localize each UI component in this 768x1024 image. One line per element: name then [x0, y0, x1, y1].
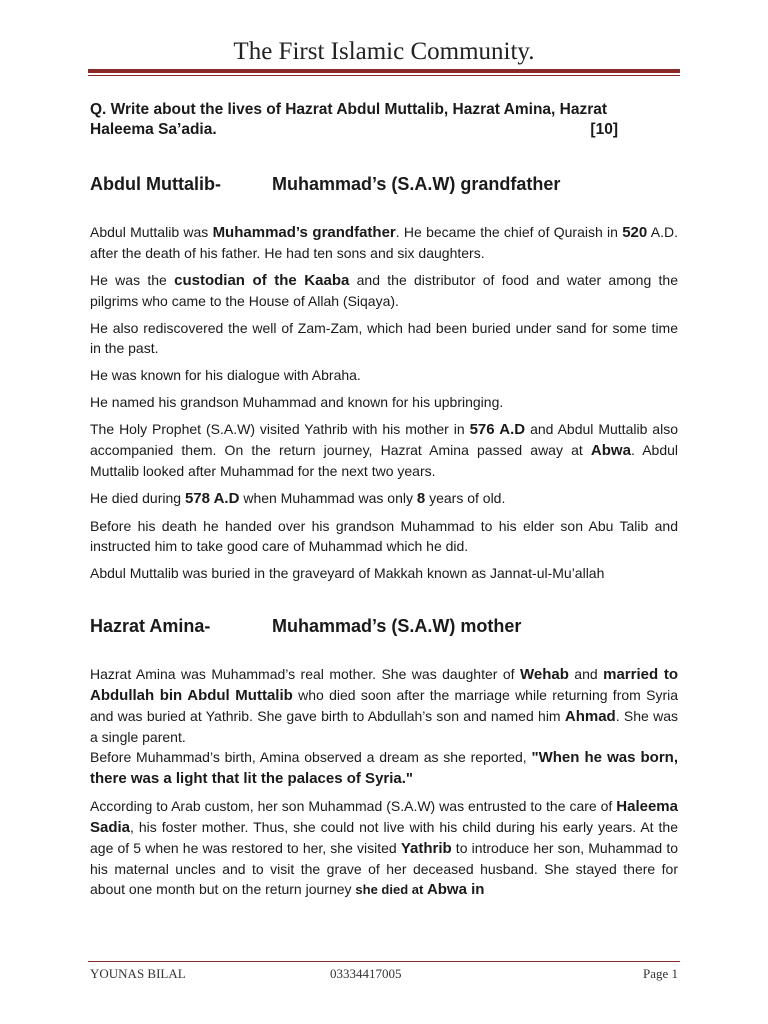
- section-name: Hazrat Amina-: [90, 616, 211, 636]
- section-heading-hazrat-amina: [90, 616, 678, 637]
- paragraph: Hazrat Amina was Muhammad’s real mother. She was daughter of Wehab and married to Abdullah bin Abdul Muttalib who died soon after the marriage while returning from Syria and was buried at Yathrib. She gave birth to Abdullah’s son and named him Ahmad. She was a single parent.: [90, 666, 679, 745]
- paragraph: Abdul Muttalib was buried in the graveyard of Makkah known as Jannat-ul-Mu’allah: [90, 565, 605, 581]
- page-title: The First Islamic Community.: [233, 38, 535, 65]
- document-body: [90, 100, 678, 907]
- section-heading-abdul-muttalib: [90, 174, 678, 195]
- paragraph: Before Muhammad’s birth, Amina observed a dream as she reported, "When he was born, there was a light that lit the palaces of Syria.": [90, 749, 678, 787]
- question-line-1: Q. Write about the lives of Hazrat Abdul Muttalib, Hazrat Amina, Hazrat: [90, 101, 608, 118]
- question-line-2: Haleema Sa’adia.: [90, 121, 217, 138]
- footer-page-number: Page 1: [642, 966, 678, 981]
- paragraph: He also rediscovered the well of Zam-Zam, which had been buried under sand for some time in the past.: [90, 320, 678, 356]
- question: [90, 100, 678, 140]
- footer-author: YOUNAS BILAL: [90, 966, 186, 981]
- footer-phone: 03334417005: [330, 966, 402, 981]
- paragraph: He named his grandson Muhammad and known for his upbringing.: [90, 394, 504, 410]
- footer-rule: [88, 961, 680, 962]
- section-name: Abdul Muttalib-: [90, 174, 221, 194]
- section-relation: Muhammad’s (S.A.W) mother: [272, 616, 522, 636]
- section-relation: Muhammad’s (S.A.W) grandfather: [272, 174, 561, 194]
- question-marks: [10]: [590, 121, 618, 138]
- paragraph: The Holy Prophet (S.A.W) visited Yathrib with his mother in 576 A.D and Abdul Muttalib also accompanied them. On the return journey, Hazrat Amina passed away at Abwa. Abdul Muttalib looked after Muhammad for the next two years.: [90, 421, 678, 479]
- paragraph: Before his death he handed over his grandson Muhammad to his elder son Abu Talib and instructed him to take good care of Muhammad which he did.: [90, 518, 678, 554]
- paragraph: He was the custodian of the Kaaba and the distributor of food and water among the pilgrims who came to the House of Allah (Siqaya).: [90, 272, 678, 309]
- paragraph: He was known for his dialogue with Abraha.: [90, 367, 361, 383]
- paragraph: He died during 578 A.D when Muhammad was only 8 years of old.: [90, 490, 506, 507]
- paragraph: According to Arab custom, her son Muhammad (S.A.W) was entrusted to the care of Haleema Sadia, his foster mother. Thus, she could not live with his child during his early years. At the age of 5 when he was restored to her, she visited Yathrib to introduce her son, Muhammad to his maternal uncles and to visit the grave of her deceased husband. She stayed there for about one month but on the return journey she died at Abwa in: [90, 798, 678, 898]
- header-rule: [88, 69, 680, 73]
- paragraph: Abdul Muttalib was Muhammad’s grandfather. He became the chief of Quraish in 520 A.D. after the death of his father. He had ten sons and six daughters.: [90, 224, 678, 261]
- header-rule-thin: [88, 75, 680, 76]
